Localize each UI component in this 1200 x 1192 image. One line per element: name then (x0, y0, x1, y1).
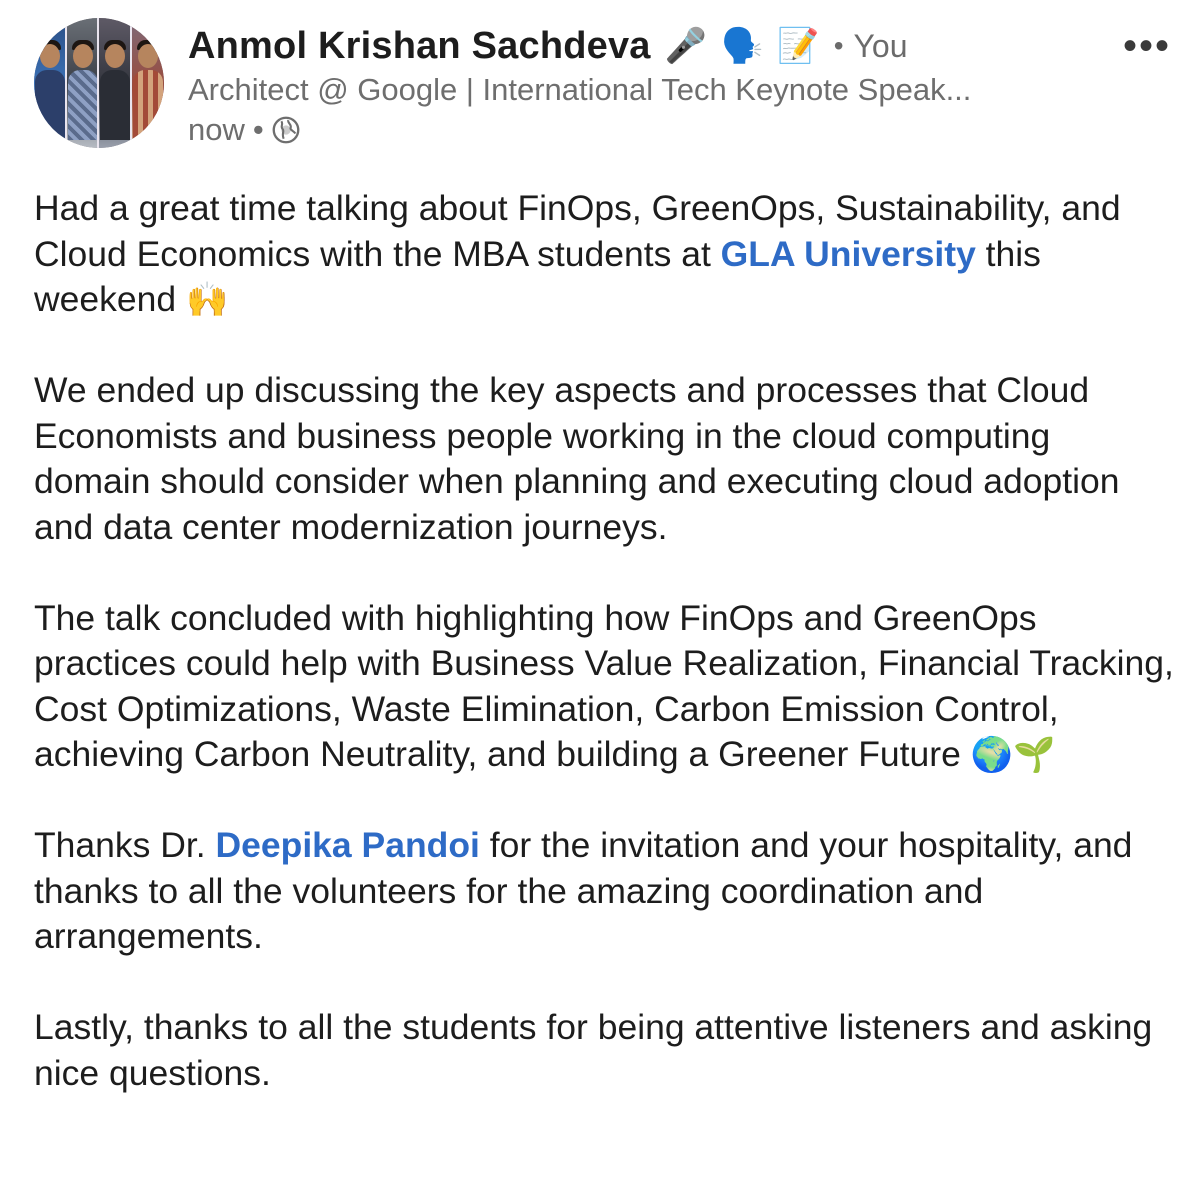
post-body (34, 186, 1174, 1142)
raising-hands-icon: 🙌 (185, 280, 229, 320)
avatar-photo-strip (99, 18, 132, 148)
post-paragraph (34, 823, 1174, 960)
globe-earth-icon: 🌍 (970, 735, 1014, 775)
avatar-photo-strip (34, 18, 67, 148)
microphone-icon: 🎤 (664, 26, 707, 66)
paragraph-text: The talk concluded with highlighting how FinOps and GreenOps practices could help with Business Value Realization, Financial Tracking, Cost Optimizations, Waste Elimination, Carbon Emission Control, achieving Carbon Neutrality, and building a Greener Future (34, 597, 1174, 774)
relation-label: You (853, 27, 908, 64)
mention-gla-university[interactable]: GLA University (720, 233, 976, 274)
mention-deepika-pandoi[interactable]: Deepika Pandoi (215, 825, 480, 865)
post-timestamp: now (188, 112, 245, 147)
more-options-button[interactable]: ••• (1122, 23, 1171, 68)
author-name[interactable]: Anmol Krishan Sachdeva (188, 24, 651, 67)
memo-icon: 📝 (777, 26, 820, 66)
author-name-row (188, 18, 908, 74)
post-paragraph (34, 596, 1174, 778)
separator-dot: • (252, 112, 264, 147)
avatar-photo-strip (132, 18, 165, 148)
post-meta (188, 110, 300, 150)
post-paragraph: We ended up discussing the key aspects and processes that Cloud Economists and business people working in the cloud computing domain should consider when planning and executing cloud adoption and data center modernization journeys. (34, 370, 1120, 547)
paragraph-text: Thanks Dr. (34, 825, 216, 865)
paragraph-text: Had a great time talking about FinOps, GreenOps, Sustainability, and Cloud Economics with the MBA students at (34, 188, 1121, 274)
speaking-head-icon: 🗣️ (721, 26, 764, 66)
paragraph-text: this weekend (34, 233, 1041, 319)
avatar[interactable] (34, 18, 164, 148)
post-paragraph: Lastly, thanks to all the students for being attentive listeners and asking nice questions. (34, 1007, 1153, 1093)
author-headline: Architect @ Google | International Tech Keynote Speak... (188, 72, 972, 107)
post-paragraph (34, 186, 1174, 323)
separator-dot: • (833, 30, 844, 61)
avatar-photo-strip (67, 18, 100, 148)
seedling-icon: 🌱 (1013, 735, 1056, 775)
paragraph-text: for the invitation and your hospitality, and thanks to all the volunteers for the amazing coordination and arrangements. (34, 825, 1133, 956)
globe-icon (272, 116, 300, 144)
